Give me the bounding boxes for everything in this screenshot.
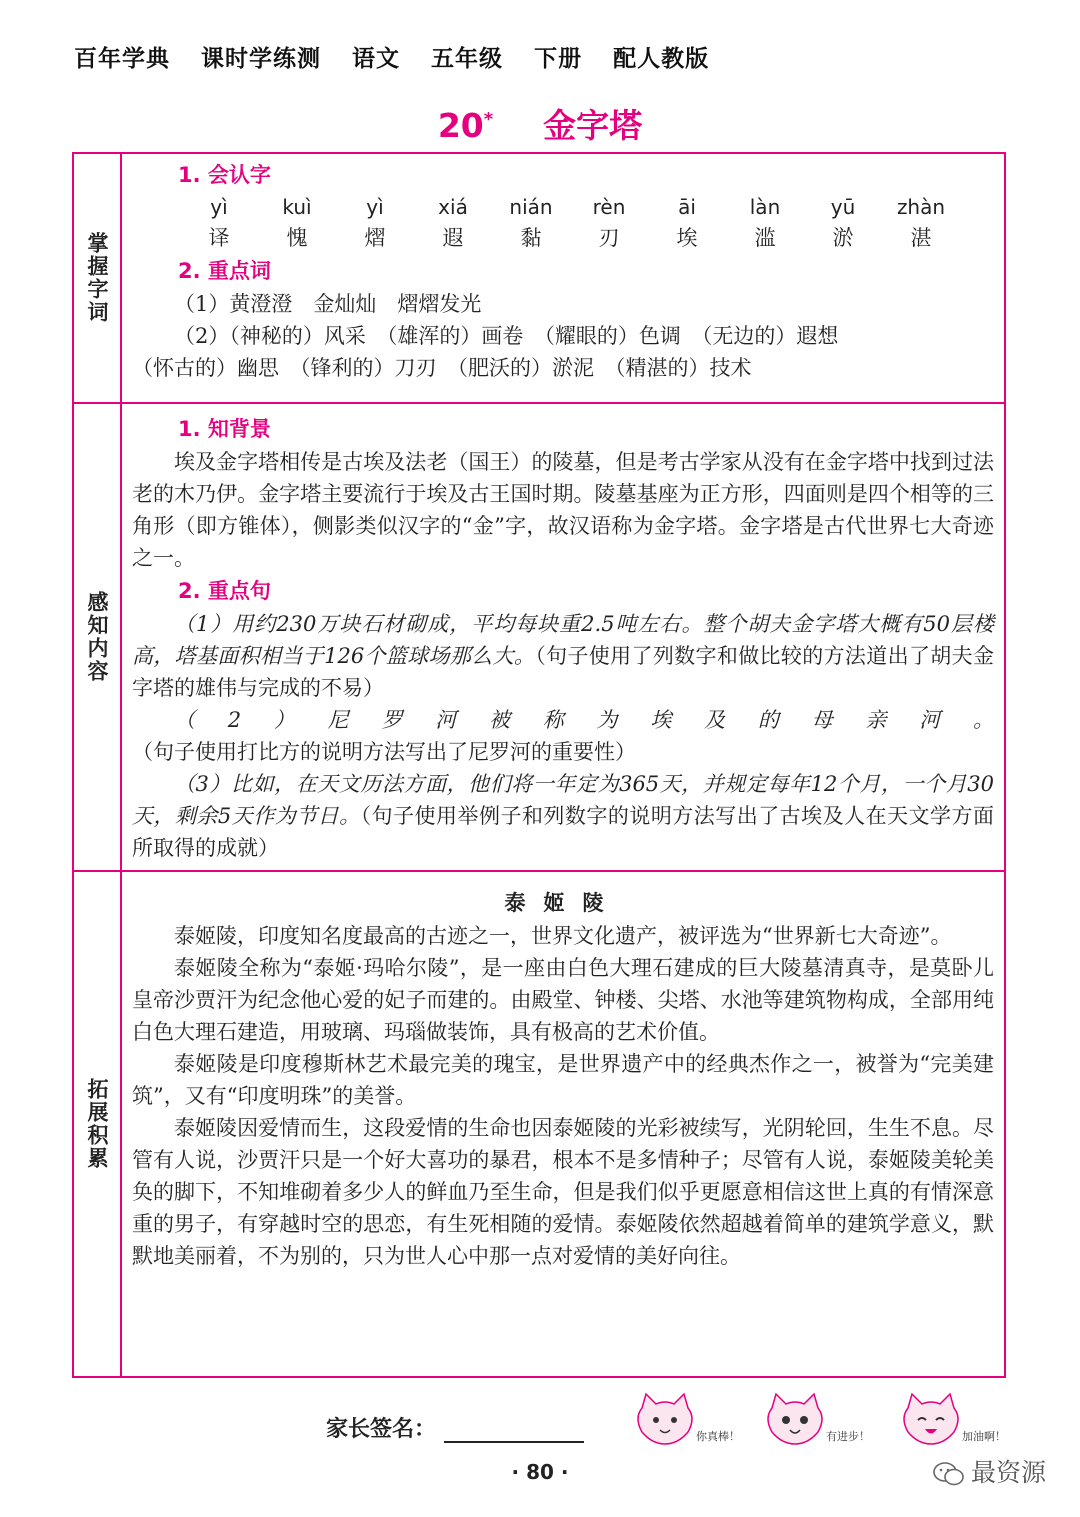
sticker-text: 有进步！ [826,1430,870,1443]
content-side [74,404,122,870]
sticker-great [630,1390,740,1450]
watermark [933,1453,1046,1489]
header-volume: 下册 [534,46,583,72]
pinyin: yū [830,195,856,219]
header-subject: 语文 [352,46,401,72]
extend-label: 拓展积累 [85,1078,109,1170]
vocab-label: 掌握字词 [85,232,109,324]
lesson-title [0,100,1080,150]
passage-title: 泰姬陵 [504,891,622,915]
lesson-name: 金字塔 [543,106,643,145]
watermark-text: 最资源 [970,1458,1046,1487]
character: 遐 [442,226,464,250]
key-sentence-2: （2）尼罗河被称为埃及的母亲河。（句子使用打比方的说明方法写出了尼罗河的重要性） [132,708,994,764]
pinyin: yì [366,195,384,219]
pinyin: yì [210,195,228,219]
character: 埃 [676,226,698,250]
extend-section [74,872,1004,1376]
character: 淤 [832,226,854,250]
content-label: 感知内容 [85,591,109,683]
vocab-sub2: 2. 重点词 [178,259,271,283]
lesson-number: 20* [437,106,494,145]
key-sentence-1: （1）用约230万块石材砌成，平均每块重2.5吨左右。整个胡夫金字塔大概有50层楼高，塔基面积相当于126个篮球场那么大。（句子使用了列数字和做比较的方法道出了胡夫金字塔的雄伟与完成的不易） [132,612,994,700]
extend-side [74,872,122,1376]
pinyin: nián [509,195,553,219]
key-sentence-3: （3）比如，在天文历法方面，他们将一年定为365天，并规定每年12个月，一个月30天，剩余5天作为节日。（句子使用举例子和列数字的说明方法写出了古埃及人在天文学方面所取得的成就） [132,772,994,860]
wechat-icon [933,1461,965,1487]
vocab-content [132,158,994,384]
character: 熠 [364,226,386,250]
character: 滥 [754,226,776,250]
content-sub1: 1. 知背景 [178,417,271,441]
header-subtitle: 课时学练测 [201,46,322,72]
page-number: · 80 · [511,1460,569,1484]
character: 刃 [598,226,620,250]
pinyin: āi [678,195,696,219]
header-edition: 配人教版 [613,46,710,72]
words-line-3: （怀古的）幽思 （锋利的）刀刃 （肥沃的）淤泥 （精湛的）技术 [132,356,752,380]
extend-body [132,886,994,1272]
pinyin: làn [749,195,781,219]
header-grade: 五年级 [431,46,504,72]
pinyin: xiá [438,195,468,219]
character: 愧 [286,226,308,250]
sticker-text: 你真棒！ [696,1430,740,1443]
content-frame [72,152,1006,1378]
content-sub2: 2. 重点句 [178,579,271,603]
signature-label: 家长签名： [326,1417,437,1442]
char-row [132,222,994,254]
vocab-sub1: 1. 会认字 [178,163,271,187]
content-body [132,412,994,864]
cat-icon [760,1390,830,1446]
passage-paragraph: 泰姬陵因爱情而生，这段爱情的生命也因泰姬陵的光彩被续写，光阴轮回，生生不息。尽管有人说，沙贾汗只是一个好大喜功的暴君，根本不是多情种子；尽管有人说，泰姬陵美轮美奂的脚下，不知堆砌着多少人的鲜血乃至生命，但是我们似乎更愿意相信这世上真的有情深意重的男子，有穿越时空的思恋，有生死相随的爱情。泰姬陵依然超越着简单的建筑学意义，默默地美丽着，不为别的，只为世人心中那一点对爱情的美好向往。 [132,1116,994,1268]
vocab-section [74,154,1004,402]
character: 湛 [910,226,932,250]
parent-signature [326,1412,584,1443]
passage-paragraph: 泰姬陵，印度知名度最高的古迹之一，世界文化遗产，被评选为“世界新七大奇迹”。 [174,924,952,948]
pinyin: rèn [592,195,626,219]
vocab-side [74,154,122,402]
character: 译 [208,226,230,250]
pinyin: kuì [282,195,312,219]
content-section [74,404,1004,870]
header-series: 百年学典 [74,46,170,72]
background-text: 埃及金字塔相传是古埃及法老（国王）的陵墓，但是考古学家从没有在金字塔中找到过法老的木乃伊。金字塔主要流行于埃及古王国时期。陵墓基座为正方形，四面则是四个相等的三角形（即方锥体），侧影类似汉字的“金”字，故汉语称为金字塔。金字塔是古代世界七大奇迹之一。 [132,450,994,570]
sticker-progress [760,1390,870,1450]
cat-icon [896,1390,966,1446]
sticker-cheer [896,1390,1006,1450]
words-line-1: （1）黄澄澄 金灿灿 熠熠发光 [174,292,482,316]
signature-line[interactable] [444,1417,584,1443]
cat-icon [630,1390,700,1446]
sticker-text: 加油啊！ [962,1430,1006,1443]
words-line-2: （2）（神秘的）风采 （雄浑的）画卷 （耀眼的）色调 （无边的）遐想 [174,324,839,348]
pinyin: zhàn [896,195,946,219]
passage-paragraph: 泰姬陵是印度穆斯林艺术最完美的瑰宝，是世界遗产中的经典杰作之一，被誉为“完美建筑”，又有“印度明珠”的美誉。 [132,1052,994,1108]
pinyin-row [132,192,994,222]
book-header [74,40,731,73]
character: 黏 [520,226,542,250]
passage-paragraph: 泰姬陵全称为“泰姬·玛哈尔陵”，是一座由白色大理石建成的巨大陵墓清真寺，是莫卧儿皇帝沙贾汗为纪念他心爱的妃子而建的。由殿堂、钟楼、尖塔、水池等建筑物构成，全部用纯白色大理石建造，用玻璃、玛瑙做装饰，具有极高的艺术价值。 [132,956,994,1044]
